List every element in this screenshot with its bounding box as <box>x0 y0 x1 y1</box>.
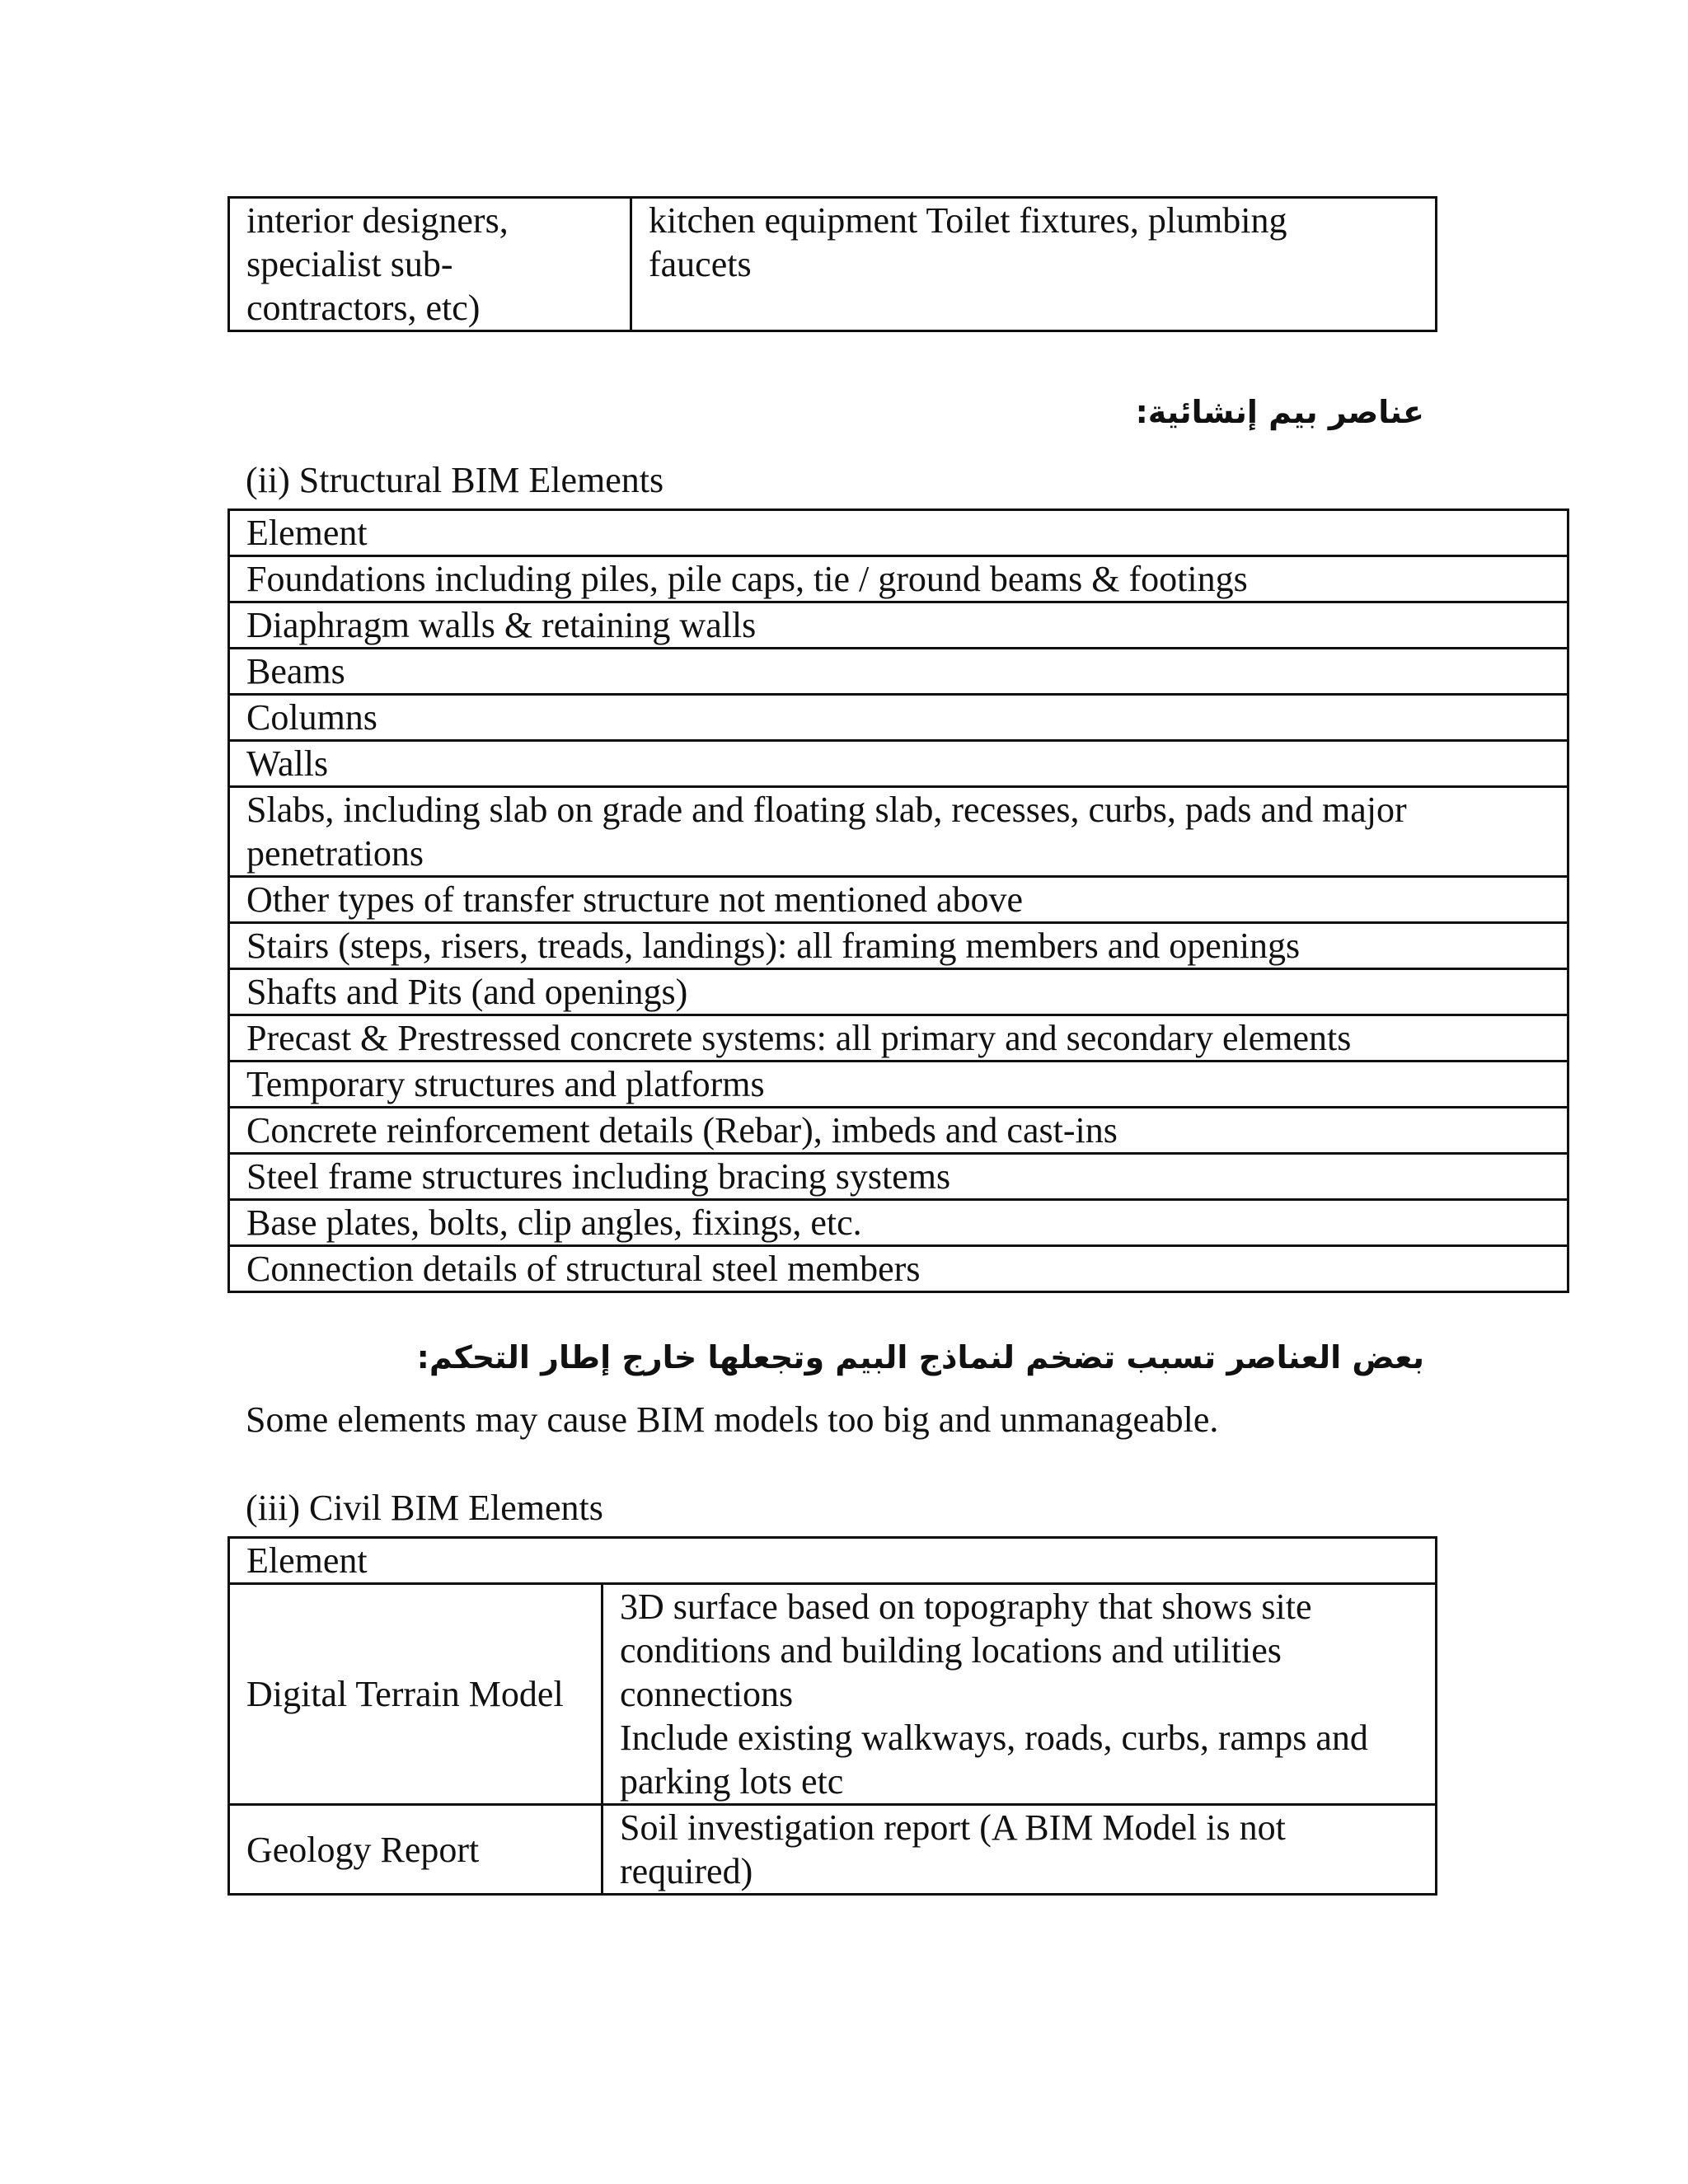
table-cell: Foundations including piles, pile caps, tie / ground beams & footings <box>229 556 1568 602</box>
continued-table <box>227 196 1437 332</box>
table-row <box>229 787 1568 877</box>
table-row <box>229 695 1568 741</box>
table-cell: Concrete reinforcement details (Rebar), imbeds and cast-ins <box>229 1108 1568 1154</box>
table-cell: Precast & Prestressed concrete systems: all primary and secondary elements <box>229 1015 1568 1062</box>
table-row <box>229 556 1568 602</box>
table-row <box>229 649 1568 695</box>
table-row <box>229 1584 1437 1805</box>
table-cell-description: 3D surface based on topography that shows site conditions and building locations and utilities connections Include existing walkways, roads, curbs, ramps and parking lots etc <box>603 1584 1437 1805</box>
table-cell: Beams <box>229 649 1568 695</box>
table-row <box>229 1805 1437 1895</box>
table-cell: Connection details of structural steel members <box>229 1246 1568 1292</box>
table-cell-items: kitchen equipment Toilet fixtures, plumbing faucets <box>631 198 1437 331</box>
table-cell-name: Geology Report <box>229 1805 603 1895</box>
table-cell: Steel frame structures including bracing systems <box>229 1154 1568 1200</box>
arabic-heading-warning: بعض العناصر تسبب تضخم لنماذج البيم وتجعلها خارج إطار التحكم: <box>416 1339 1424 1376</box>
table-row <box>229 923 1568 969</box>
structural-elements-table <box>227 509 1569 1293</box>
table-row <box>229 1015 1568 1062</box>
table-row <box>229 1108 1568 1154</box>
table-header: Element <box>229 1538 1437 1584</box>
table-header-row <box>229 1538 1437 1584</box>
table-header-row <box>229 510 1568 556</box>
table-row <box>229 1200 1568 1246</box>
table-cell: Walls <box>229 741 1568 787</box>
table-row <box>229 1246 1568 1292</box>
table-cell-description: Soil investigation report (A BIM Model is not required) <box>603 1805 1437 1895</box>
table-cell: Diaphragm walls & retaining walls <box>229 602 1568 649</box>
table-row <box>229 602 1568 649</box>
table-row <box>229 198 1437 331</box>
table-header: Element <box>229 510 1568 556</box>
table-cell: Stairs (steps, risers, treads, landings): all framing members and openings <box>229 923 1568 969</box>
table-cell: Columns <box>229 695 1568 741</box>
table-row <box>229 969 1568 1015</box>
table-cell-stakeholder: interior designers, specialist sub- contractors, etc) <box>229 198 631 331</box>
table-row <box>229 877 1568 923</box>
arabic-heading-structural: عناصر بيم إنشائية: <box>1135 394 1424 430</box>
table-cell: Temporary structures and platforms <box>229 1062 1568 1108</box>
table-row <box>229 741 1568 787</box>
civil-elements-table <box>227 1536 1437 1896</box>
table-row <box>229 1154 1568 1200</box>
table-cell: Base plates, bolts, clip angles, fixings, etc. <box>229 1200 1568 1246</box>
table-cell: Other types of transfer structure not mentioned above <box>229 877 1568 923</box>
civil-caption: (iii) Civil BIM Elements <box>246 1488 603 1528</box>
note-text: Some elements may cause BIM models too big and unmanageable. <box>246 1399 1219 1440</box>
table-cell: Shafts and Pits (and openings) <box>229 969 1568 1015</box>
table-cell-name: Digital Terrain Model <box>229 1584 603 1805</box>
table-row <box>229 1062 1568 1108</box>
structural-caption: (ii) Structural BIM Elements <box>246 460 664 500</box>
table-cell: Slabs, including slab on grade and floating slab, recesses, curbs, pads and major penetrations <box>229 787 1568 877</box>
